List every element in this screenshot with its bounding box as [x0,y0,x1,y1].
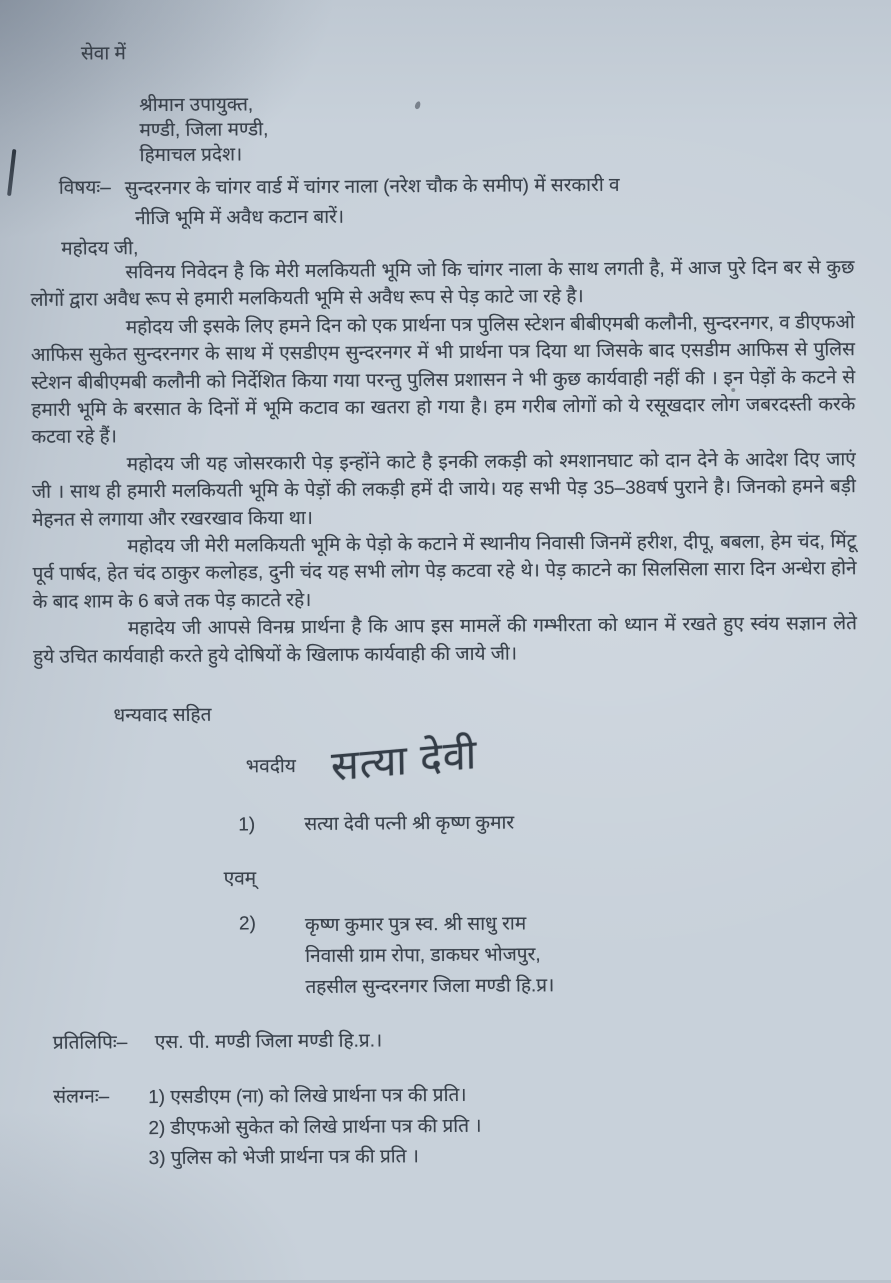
recipient-line: हिमाचल प्रदेश। [139,144,243,167]
enclosures-list [148,1078,834,1174]
signatory-1 [238,810,514,839]
signatory-name: सत्या देवी पत्नी श्री कृष्ण कुमार [304,812,515,835]
conjunction: एवम् [223,868,257,890]
subject-label: विषयः– [58,177,111,199]
body-paragraph: सविनय निवेदन है कि मेरी मलकियती भूमि जो कि चांगर नाला के साथ लगती है, में आज पुरे दिन बर से कुछ लोगों द्वारा अवैध रूप से हमारी मलकियती भूमि से अवैध रूप से पेड़ काटे जा रहे है। [30,257,855,312]
pen-mark [7,149,16,196]
recipient-line: श्रीमान उपायुक्त, [139,94,254,117]
copy-recipient: एस. पी. मण्डी जिला मण्डी हि.प्र.। [154,1030,383,1054]
enclosures-block [53,1078,834,1175]
enclosures-label: संलग्नः– [53,1086,110,1108]
recipient-line: मण्डी, जिला मण्डी, [139,119,269,142]
signatory-line: कृष्ण कुमार पुत्र स्व. श्री साधु राम [304,913,527,936]
handwritten-signature: सत्या देवी [330,730,478,790]
body-paragraph: महोदय जी मेरी मलकियती भूमि के पेड़ो के कटाने में स्थानीय निवासी जिनमें हरीश, दीपू, बबला, हेम चंद, मिंटू पूर्व पार्षद, हेत चंद ठाकुर कलोहड, दुनी चंद यह सभी लोग पेड़ कटवा रहे थे। पेड़ काटने का सिलसिला सारा दिन अन्धेरा होने के बाद शाम के 6 बजे तक पेड़ काटते रहे। [32,531,857,613]
subject-block [59,169,819,234]
salutation: सेवा में [80,43,126,65]
letter-body [30,254,857,671]
closing-word: भवदीय [245,756,296,778]
body-paragraph: महोदय जी इसके लिए हमने दिन को एक प्रार्थना पत्र पुलिस स्टेशन बीबीएमबी कलौनी, सुन्दरनगर, व डीएफओ आफिस सुकेत सुन्दरनगर के साथ में एसडीएम सुन्दरनगर में भी प्रार्थना पत्र दिया था जिसके बाद एसडीम आफिस से पुलिस स्टेशन बीबीएमबी कलौनी को निर्देशित किया गया परन्तु पुलिस प्रशासन ने भी कुछ कार्यवाही नहीं की । इन पेड़ों के कटने से हमारी भूमि के बरसात के दिनों में भूमि कटाव का खतरा हो गया है। हम गरीब लोगों को ये रसूखदार लोग जबरदस्ती करके कटवा रहे हैं। [30,311,856,449]
signatory-line: तहसील सुन्दरनगर जिला मण्डी हि.प्र। [305,975,555,998]
body-paragraph: महादेय जी आपसे विनम्र प्रार्थना है कि आप इस मामलें की गम्भीरता को ध्यान में रखते हुए स्वंय सज्ञान लेते हुये उचित कार्यवाही करते हुये दोषियों के खिलाफ कार्यवाही की जाये जी। [33,613,857,668]
signatory-line: निवासी ग्राम रोपा, डाकघर भोजपुर, [305,944,541,967]
signatory-2 [239,908,555,1003]
subject-text [125,169,819,234]
signatory-number: 2) [238,913,256,935]
signatory-details [305,908,555,1003]
signatory-number: 1) [238,814,256,836]
copy-block [53,1024,813,1057]
enclosure-item: 2) डीएफओ सुकेत को लिखे प्रार्थना पत्र की प्रति । [148,1115,482,1139]
greeting: महोदय जी, [61,238,139,260]
recipient-address [139,92,268,168]
body-paragraph: महोदय जी यह जोसरकारी पेड़ इन्होंने काटे है इनकी लकड़ी को श्मशानघाट को दान देने के आदेश दिए जाएं जी । साथ ही हमारी मलकियती भूमि के पेड़ों की लकड़ी हमें दी जाये। यह सभी पेड़ 35–38वर्ष पुराने है। जिनको हमने बड़ी मेहनत से लगाया और रखरखाव किया था। [31,448,857,531]
enclosure-item: 3) पुलिस को भेजी प्रार्थना पत्र की प्रति । [148,1146,420,1170]
enclosure-item: 1) एसडीएम (ना) को लिखे प्रार्थना पत्र की प्रति। [148,1084,467,1109]
scan-speck [414,101,421,110]
subject-line: नीजि भूमि में अवैध कटान बारें। [134,206,345,230]
subject-line: सुन्दरनगर के चांगर वार्ड में चांगर नाला (नरेश चौक के समीप) में सरकारी व [124,174,620,200]
copy-label: प्रतिलिपिः– [52,1032,128,1054]
thanks-line: धन्यवाद सहित [113,704,212,727]
